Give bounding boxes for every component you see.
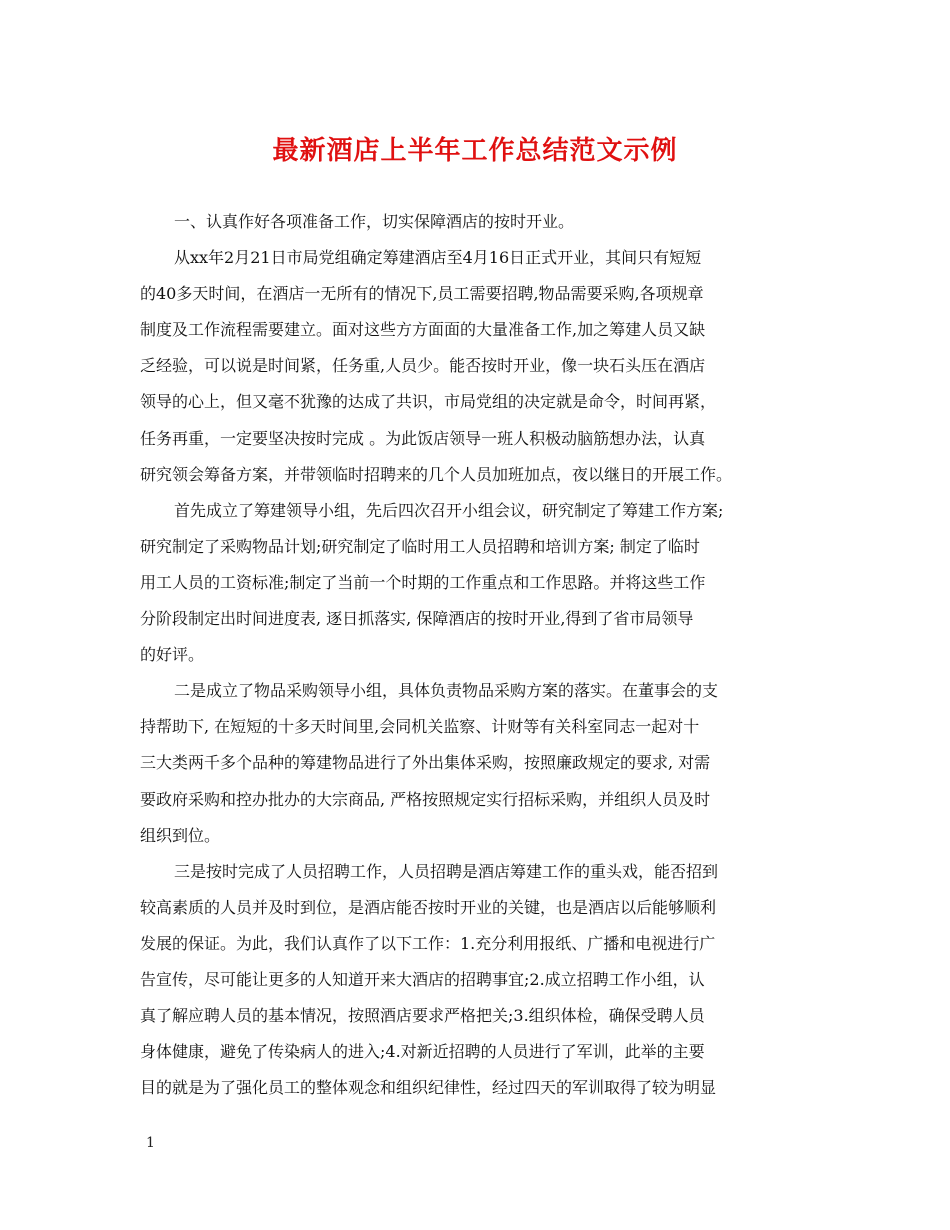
body-line: 用工人员的工资标准;制定了当前一个时期的工作重点和工作思路。并将这些工作 [140, 572, 706, 592]
body-line: 较高素质的人员并及时到位，是酒店能否按时开业的关键，也是酒店以后能够顺利 [140, 897, 717, 917]
body-line: 持帮助下, 在短短的十多天时间里,会同机关监察、计财等有关科室同志一起对十 [140, 717, 700, 737]
body-line: 任务再重，一定要坚决按时完成 。为此饭店领导一班人积极动脑筋想办法，认真 [140, 428, 706, 448]
document-title: 最新酒店上半年工作总结范文示例 [272, 136, 678, 166]
body-line: 一、认真作好各项准备工作，切实保障酒店的按时开业。 [174, 212, 575, 231]
body-line: 首先成立了筹建领导小组，先后四次召开小组会议，研究制定了筹建工作方案; [174, 500, 724, 520]
body-line: 制度及工作流程需要建立。面对这些方方面面的大量准备工作,加之筹建人员又缺 [140, 320, 706, 340]
body-line: 的好评。 [140, 645, 205, 665]
body-line: 研究领会筹备方案，并带领临时招聘来的几个人员加班加点，夜以继日的开展工作。 [140, 464, 733, 484]
body-line: 的40多天时间，在酒店一无所有的情况下,员工需要招聘,物品需要采购,各项规章 [140, 284, 704, 304]
body-line: 身体健康，避免了传染病人的进入;4.对新近招聘的人员进行了军训，此举的主要 [140, 1042, 705, 1062]
body-line: 发展的保证。为此，我们认真作了以下工作：1.充分利用报纸、广播和电视进行广 [140, 933, 716, 953]
body-line: 乏经验，可以说是时间紧，任务重,人员少。能否按时开业，像一块石头压在酒店 [140, 356, 706, 376]
body-line: 研究制定了采购物品计划;研究制定了临时用工人员招聘和培训方案; 制定了临时 [140, 536, 700, 556]
document-body [140, 204, 825, 1106]
body-line: 告宣传，尽可能让更多的人知道开来大酒店的招聘事宜;2.成立招聘工作小组，认 [140, 969, 705, 989]
body-line: 分阶段制定出时间进度表, 逐日抓落实, 保障酒店的按时开业,得到了省市局领导 [140, 609, 694, 629]
body-line: 从xx年2月21日市局党组确定筹建酒店至4月16日正式开业，其间只有短短 [174, 248, 702, 268]
body-line: 三大类两千多个品种的筹建物品进行了外出集体采购，按照廉政规定的要求, 对需 [140, 753, 711, 773]
body-line: 二是成立了物品采购领导小组，具体负责物品采购方案的落实。在董事会的支 [174, 681, 719, 701]
body-line: 领导的心上，但又毫不犹豫的达成了共识，市局党组的决定就是命令，时间再紧， [140, 392, 717, 412]
page-number: 1 [146, 1135, 155, 1151]
body-line: 组织到位。 [140, 825, 221, 845]
body-line: 要政府采购和控办批办的大宗商品, 严格按照规定实行招标采购，并组织人员及时 [140, 789, 711, 809]
body-line: 真了解应聘人员的基本情况，按照酒店要求严格把关;3.组织体检，确保受聘人员 [140, 1006, 705, 1026]
body-line: 目的就是为了强化员工的整体观念和组织纪律性，经过四天的军训取得了较为明显 [140, 1078, 717, 1098]
body-line: 三是按时完成了人员招聘工作，人员招聘是酒店筹建工作的重头戏，能否招到 [174, 861, 719, 881]
